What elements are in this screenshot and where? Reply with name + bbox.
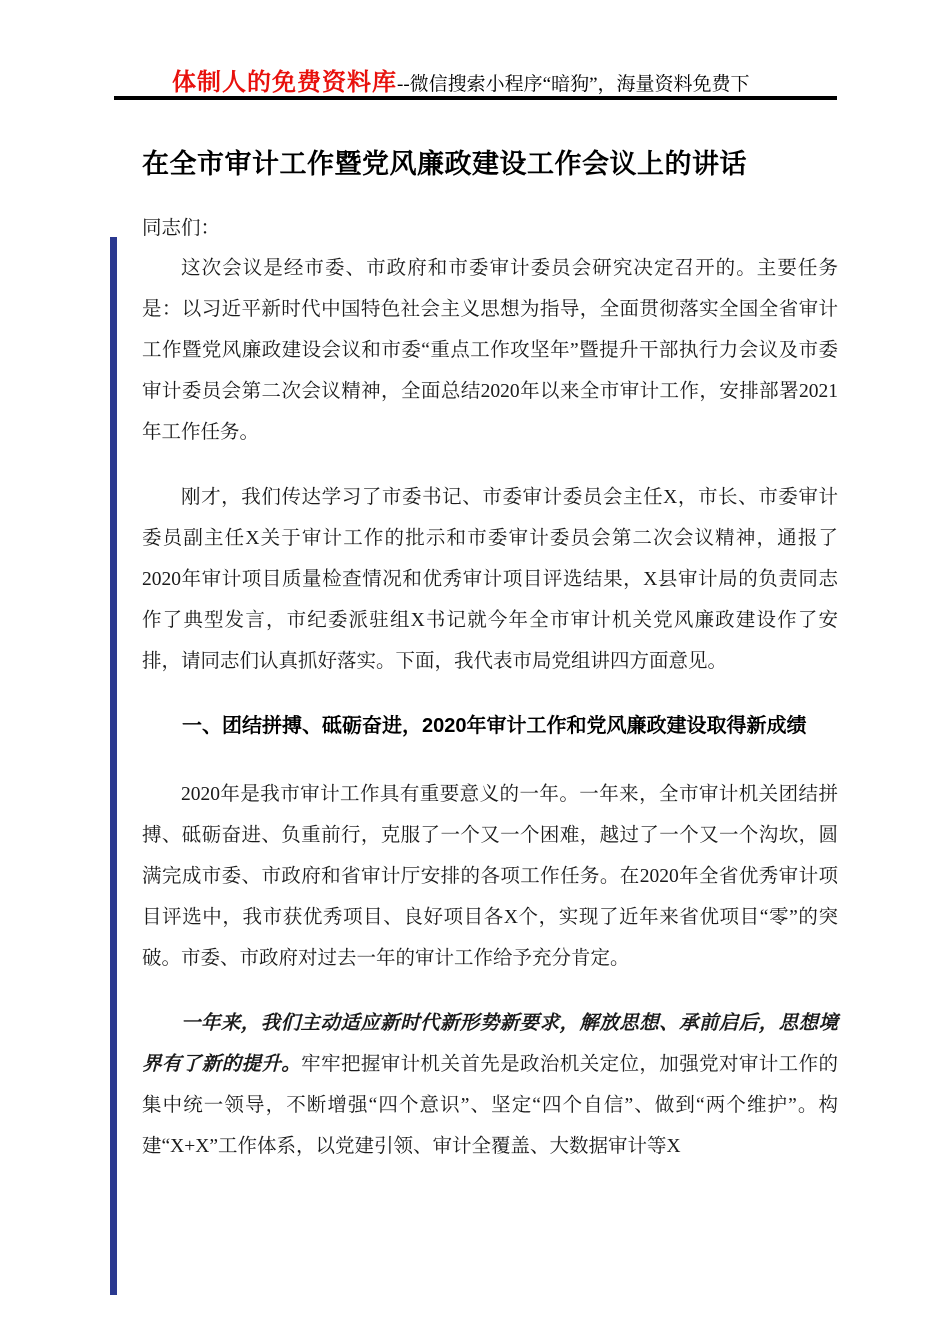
- promo-brand-text: 体制人的免费资料库: [172, 69, 397, 96]
- paragraph-1: 这次会议是经市委、市政府和市委审计委员会研究决定召开的。主要任务是：以习近平新时代中国特色社会主义思想为指导，全面贯彻落实全国全省审计工作暨党风廉政建设会议和市委“重点工作攻坚年”暨提升干部执行力会议及市委审计委员会第二次会议精神，全面总结2020年以来全市审计工作，安排部署2021年工作任务。: [142, 258, 838, 443]
- paragraph-3: 2020年是我市审计工作具有重要意义的一年。一年来，全市审计机关团结拼搏、砥砺奋进、负重前行，克服了一个又一个困难，越过了一个又一个沟坎，圆满完成市委、市政府和省审计厅安排的各项工作任务。在2020年全省优秀审计项目评选中，我市获优秀项目、良好项目各X个，实现了近年来省优项目“零”的突破。市委、市政府对过去一年的审计工作给予充分肯定。: [142, 784, 838, 969]
- document-title: 在全市审计工作暨党风廉政建设工作会议上的讲话: [142, 149, 747, 179]
- salutation-line: 同志们：: [142, 218, 221, 239]
- paragraph-4: [142, 1003, 838, 1167]
- section-heading-1: 一、团结拼搏、砥砺奋进，2020年审计工作和党风廉政建设取得新成绩: [182, 715, 807, 737]
- paragraph-4-rest: 牢牢把握审计机关首先是政治机关定位，加强党对审计工作的集中统一领导，不断增强“四个意识”、坚定“四个自信”、做到“两个维护”。构建“X+X”工作体系，以党建引领、审计全覆盖、大数据审计等X: [142, 1054, 838, 1157]
- header-divider-rule: [114, 96, 837, 100]
- paragraph-2: 刚才，我们传达学习了市委书记、市委审计委员会主任X，市长、市委审计委员副主任X关于审计工作的批示和市委审计委员会第二次会议精神，通报了2020年审计项目质量检查情况和优秀审计项目评选结果，X县审计局的负责同志作了典型发言，市纪委派驻组X书记就今年全市审计机关党风廉政建设作了安排，请同志们认真抓好落实。下面，我代表市局党组讲四方面意见。: [142, 487, 838, 672]
- promo-tagline-text: --微信搜索小程序“暗狗”，海量资料免费下: [397, 74, 750, 95]
- document-body: [142, 146, 838, 1167]
- left-margin-bar: [110, 237, 117, 1295]
- paragraph-4-lead-emphasis: 一年来，我们主动适应新时代新形势新要求，解放思想、承前启后，思想境界有了新的提升。: [142, 1013, 838, 1075]
- promo-header: [172, 62, 750, 97]
